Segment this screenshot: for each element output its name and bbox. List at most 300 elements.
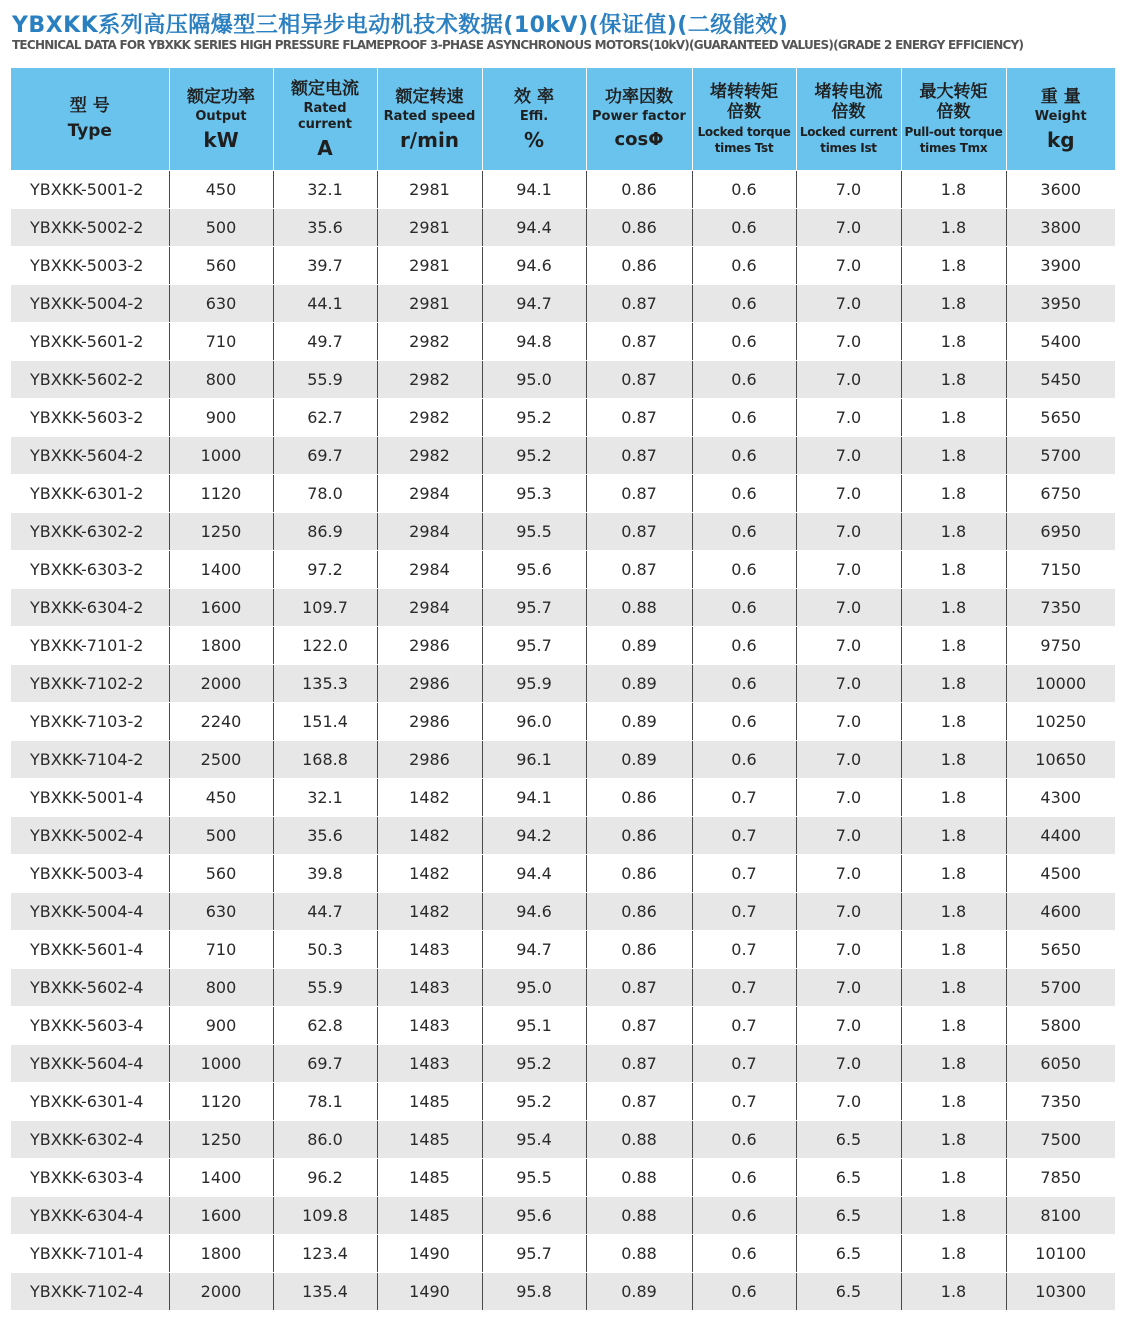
cell-output: 500 bbox=[169, 209, 273, 247]
cell-locked-torque: 0.6 bbox=[692, 665, 796, 703]
technical-data-table bbox=[11, 68, 1115, 1311]
cell-rated-speed: 2982 bbox=[377, 437, 482, 475]
cell-type: YBXKK-5602-4 bbox=[11, 969, 169, 1007]
cell-rated-current: 39.7 bbox=[273, 247, 377, 285]
cell-type: YBXKK-5002-2 bbox=[11, 209, 169, 247]
table-row bbox=[11, 437, 1115, 475]
cell-pull-out-torque: 1.8 bbox=[901, 1197, 1006, 1235]
cell-weight: 3800 bbox=[1006, 209, 1115, 247]
cell-locked-current: 7.0 bbox=[796, 361, 901, 399]
header-locked-current bbox=[796, 68, 901, 171]
cell-rated-speed: 1482 bbox=[377, 817, 482, 855]
cell-power-factor: 0.89 bbox=[586, 1273, 692, 1311]
cell-power-factor: 0.87 bbox=[586, 475, 692, 513]
cell-type: YBXKK-6303-4 bbox=[11, 1159, 169, 1197]
table-row bbox=[11, 171, 1115, 209]
page-subtitle: TECHNICAL DATA FOR YBXKK SERIES HIGH PRESSURE FLAMEPROOF 3-PHASE ASYNCHRONOUS MOTORS(10kV)(GUARANTEED VALUES)(GRADE 2 ENERGY EFFICIENCY) bbox=[12, 38, 1024, 52]
cell-pull-out-torque: 1.8 bbox=[901, 513, 1006, 551]
cell-output: 2240 bbox=[169, 703, 273, 741]
header-locked-current-cn: 堵转电流 bbox=[814, 82, 883, 102]
cell-output: 1000 bbox=[169, 1045, 273, 1083]
cell-output: 630 bbox=[169, 893, 273, 931]
cell-locked-torque: 0.6 bbox=[692, 627, 796, 665]
table-row bbox=[11, 247, 1115, 285]
cell-output: 1000 bbox=[169, 437, 273, 475]
cell-efficiency: 94.7 bbox=[482, 285, 586, 323]
cell-locked-current: 7.0 bbox=[796, 969, 901, 1007]
cell-weight: 6950 bbox=[1006, 513, 1115, 551]
cell-efficiency: 95.1 bbox=[482, 1007, 586, 1045]
cell-rated-current: 62.8 bbox=[273, 1007, 377, 1045]
cell-output: 450 bbox=[169, 171, 273, 209]
cell-output: 1400 bbox=[169, 551, 273, 589]
cell-rated-current: 55.9 bbox=[273, 361, 377, 399]
cell-rated-speed: 1490 bbox=[377, 1235, 482, 1273]
table-row bbox=[11, 209, 1115, 247]
cell-rated-current: 86.0 bbox=[273, 1121, 377, 1159]
cell-pull-out-torque: 1.8 bbox=[901, 551, 1006, 589]
cell-rated-current: 32.1 bbox=[273, 779, 377, 817]
cell-efficiency: 94.6 bbox=[482, 893, 586, 931]
cell-power-factor: 0.89 bbox=[586, 665, 692, 703]
cell-weight: 7150 bbox=[1006, 551, 1115, 589]
cell-power-factor: 0.87 bbox=[586, 1083, 692, 1121]
cell-output: 2000 bbox=[169, 665, 273, 703]
cell-type: YBXKK-5002-4 bbox=[11, 817, 169, 855]
cell-rated-current: 78.1 bbox=[273, 1083, 377, 1121]
cell-output: 900 bbox=[169, 1007, 273, 1045]
cell-weight: 5450 bbox=[1006, 361, 1115, 399]
cell-weight: 6750 bbox=[1006, 475, 1115, 513]
header-power-factor-unit: cosΦ bbox=[614, 128, 664, 150]
cell-rated-speed: 1483 bbox=[377, 1045, 482, 1083]
cell-rated-speed: 2982 bbox=[377, 361, 482, 399]
cell-locked-current: 7.0 bbox=[796, 475, 901, 513]
header-type-cn: 型 号 bbox=[69, 96, 110, 116]
cell-locked-current: 7.0 bbox=[796, 779, 901, 817]
cell-output: 500 bbox=[169, 817, 273, 855]
cell-weight: 4400 bbox=[1006, 817, 1115, 855]
cell-power-factor: 0.87 bbox=[586, 513, 692, 551]
cell-type: YBXKK-5603-2 bbox=[11, 399, 169, 437]
cell-type: YBXKK-6304-4 bbox=[11, 1197, 169, 1235]
header-pull-out-torque-en: Pull-out torque bbox=[904, 125, 1003, 139]
cell-efficiency: 95.3 bbox=[482, 475, 586, 513]
table-row bbox=[11, 1007, 1115, 1045]
cell-power-factor: 0.86 bbox=[586, 817, 692, 855]
header-weight-en: Weight bbox=[1034, 108, 1087, 124]
cell-power-factor: 0.88 bbox=[586, 589, 692, 627]
cell-rated-current: 123.4 bbox=[273, 1235, 377, 1273]
cell-weight: 5650 bbox=[1006, 931, 1115, 969]
cell-output: 1600 bbox=[169, 589, 273, 627]
cell-weight: 5700 bbox=[1006, 969, 1115, 1007]
cell-rated-speed: 2984 bbox=[377, 475, 482, 513]
cell-pull-out-torque: 1.8 bbox=[901, 399, 1006, 437]
header-rated-speed-cn: 额定转速 bbox=[395, 86, 464, 107]
table-row bbox=[11, 1045, 1115, 1083]
cell-output: 1800 bbox=[169, 627, 273, 665]
table-row bbox=[11, 1159, 1115, 1197]
cell-locked-torque: 0.6 bbox=[692, 1159, 796, 1197]
header-weight bbox=[1006, 68, 1115, 171]
cell-pull-out-torque: 1.8 bbox=[901, 323, 1006, 361]
cell-locked-torque: 0.6 bbox=[692, 323, 796, 361]
cell-output: 1250 bbox=[169, 513, 273, 551]
cell-locked-current: 6.5 bbox=[796, 1197, 901, 1235]
header-rated-speed-en: Rated speed bbox=[383, 108, 476, 124]
cell-power-factor: 0.87 bbox=[586, 361, 692, 399]
cell-rated-speed: 1482 bbox=[377, 893, 482, 931]
cell-rated-speed: 1490 bbox=[377, 1273, 482, 1311]
cell-output: 560 bbox=[169, 855, 273, 893]
header-efficiency-unit: % bbox=[523, 127, 545, 152]
cell-pull-out-torque: 1.8 bbox=[901, 969, 1006, 1007]
cell-type: YBXKK-5003-4 bbox=[11, 855, 169, 893]
cell-pull-out-torque: 1.8 bbox=[901, 209, 1006, 247]
cell-rated-speed: 1482 bbox=[377, 855, 482, 893]
cell-type: YBXKK-7101-2 bbox=[11, 627, 169, 665]
cell-power-factor: 0.89 bbox=[586, 741, 692, 779]
cell-locked-torque: 0.6 bbox=[692, 285, 796, 323]
cell-locked-current: 7.0 bbox=[796, 589, 901, 627]
cell-rated-current: 135.3 bbox=[273, 665, 377, 703]
cell-locked-current: 7.0 bbox=[796, 1045, 901, 1083]
cell-efficiency: 95.7 bbox=[482, 1235, 586, 1273]
cell-rated-current: 32.1 bbox=[273, 171, 377, 209]
cell-type: YBXKK-5603-4 bbox=[11, 1007, 169, 1045]
table-row bbox=[11, 589, 1115, 627]
cell-weight: 7500 bbox=[1006, 1121, 1115, 1159]
cell-rated-speed: 1483 bbox=[377, 931, 482, 969]
cell-rated-speed: 1483 bbox=[377, 1007, 482, 1045]
cell-locked-current: 7.0 bbox=[796, 323, 901, 361]
cell-locked-torque: 0.7 bbox=[692, 779, 796, 817]
cell-rated-speed: 2982 bbox=[377, 323, 482, 361]
cell-locked-torque: 0.6 bbox=[692, 741, 796, 779]
cell-locked-current: 7.0 bbox=[796, 1007, 901, 1045]
cell-efficiency: 94.4 bbox=[482, 209, 586, 247]
table-row bbox=[11, 475, 1115, 513]
cell-efficiency: 95.2 bbox=[482, 437, 586, 475]
header-efficiency bbox=[482, 68, 586, 171]
cell-locked-current: 7.0 bbox=[796, 209, 901, 247]
cell-locked-torque: 0.6 bbox=[692, 1273, 796, 1311]
header-output bbox=[169, 68, 273, 171]
cell-power-factor: 0.86 bbox=[586, 247, 692, 285]
cell-output: 1800 bbox=[169, 1235, 273, 1273]
cell-pull-out-torque: 1.8 bbox=[901, 1007, 1006, 1045]
cell-weight: 4500 bbox=[1006, 855, 1115, 893]
cell-type: YBXKK-6302-2 bbox=[11, 513, 169, 551]
cell-power-factor: 0.86 bbox=[586, 855, 692, 893]
cell-type: YBXKK-7104-2 bbox=[11, 741, 169, 779]
cell-rated-current: 96.2 bbox=[273, 1159, 377, 1197]
cell-power-factor: 0.86 bbox=[586, 209, 692, 247]
cell-power-factor: 0.86 bbox=[586, 893, 692, 931]
cell-efficiency: 94.4 bbox=[482, 855, 586, 893]
cell-efficiency: 94.7 bbox=[482, 931, 586, 969]
header-pull-out-torque bbox=[901, 68, 1006, 171]
cell-output: 1400 bbox=[169, 1159, 273, 1197]
cell-weight: 7350 bbox=[1006, 1083, 1115, 1121]
cell-rated-current: 50.3 bbox=[273, 931, 377, 969]
cell-locked-current: 7.0 bbox=[796, 665, 901, 703]
cell-efficiency: 94.6 bbox=[482, 247, 586, 285]
table-row bbox=[11, 1273, 1115, 1311]
cell-power-factor: 0.87 bbox=[586, 1045, 692, 1083]
cell-rated-current: 122.0 bbox=[273, 627, 377, 665]
cell-rated-speed: 2986 bbox=[377, 703, 482, 741]
cell-locked-current: 7.0 bbox=[796, 399, 901, 437]
cell-rated-current: 44.7 bbox=[273, 893, 377, 931]
cell-rated-speed: 1483 bbox=[377, 969, 482, 1007]
cell-output: 1120 bbox=[169, 1083, 273, 1121]
cell-efficiency: 95.9 bbox=[482, 665, 586, 703]
cell-weight: 7850 bbox=[1006, 1159, 1115, 1197]
cell-efficiency: 95.2 bbox=[482, 399, 586, 437]
header-power-factor-cn: 功率因数 bbox=[605, 86, 673, 107]
table-row bbox=[11, 1197, 1115, 1235]
header-rated-current-cn: 额定电流 bbox=[291, 78, 359, 99]
cell-power-factor: 0.87 bbox=[586, 285, 692, 323]
cell-weight: 3950 bbox=[1006, 285, 1115, 323]
cell-output: 630 bbox=[169, 285, 273, 323]
cell-locked-current: 7.0 bbox=[796, 1083, 901, 1121]
cell-locked-current: 7.0 bbox=[796, 931, 901, 969]
table-row bbox=[11, 969, 1115, 1007]
cell-efficiency: 95.7 bbox=[482, 589, 586, 627]
cell-pull-out-torque: 1.8 bbox=[901, 665, 1006, 703]
cell-pull-out-torque: 1.8 bbox=[901, 1273, 1006, 1311]
cell-output: 800 bbox=[169, 969, 273, 1007]
cell-locked-current: 6.5 bbox=[796, 1273, 901, 1311]
cell-weight: 10300 bbox=[1006, 1273, 1115, 1311]
table-row bbox=[11, 399, 1115, 437]
cell-rated-speed: 2984 bbox=[377, 589, 482, 627]
cell-rated-current: 78.0 bbox=[273, 475, 377, 513]
header-rated-speed-unit: r/min bbox=[399, 127, 460, 152]
cell-rated-current: 135.4 bbox=[273, 1273, 377, 1311]
cell-output: 710 bbox=[169, 931, 273, 969]
cell-power-factor: 0.87 bbox=[586, 399, 692, 437]
cell-locked-torque: 0.7 bbox=[692, 969, 796, 1007]
cell-output: 900 bbox=[169, 399, 273, 437]
cell-rated-speed: 2981 bbox=[377, 209, 482, 247]
cell-efficiency: 95.6 bbox=[482, 1197, 586, 1235]
cell-output: 1250 bbox=[169, 1121, 273, 1159]
cell-rated-current: 62.7 bbox=[273, 399, 377, 437]
cell-type: YBXKK-6301-4 bbox=[11, 1083, 169, 1121]
cell-type: YBXKK-7101-4 bbox=[11, 1235, 169, 1273]
header-rated-speed bbox=[377, 68, 482, 171]
cell-locked-torque: 0.7 bbox=[692, 855, 796, 893]
cell-power-factor: 0.87 bbox=[586, 1007, 692, 1045]
cell-output: 2500 bbox=[169, 741, 273, 779]
cell-pull-out-torque: 1.8 bbox=[901, 893, 1006, 931]
table-row bbox=[11, 513, 1115, 551]
cell-efficiency: 96.0 bbox=[482, 703, 586, 741]
cell-locked-torque: 0.6 bbox=[692, 209, 796, 247]
cell-pull-out-torque: 1.8 bbox=[901, 1045, 1006, 1083]
cell-locked-torque: 0.6 bbox=[692, 589, 796, 627]
cell-power-factor: 0.88 bbox=[586, 1235, 692, 1273]
header-efficiency-cn: 效 率 bbox=[514, 86, 554, 107]
cell-locked-torque: 0.6 bbox=[692, 437, 796, 475]
header-output-unit: kW bbox=[203, 127, 239, 152]
cell-locked-torque: 0.7 bbox=[692, 931, 796, 969]
cell-efficiency: 95.2 bbox=[482, 1083, 586, 1121]
cell-weight: 8100 bbox=[1006, 1197, 1115, 1235]
cell-locked-torque: 0.6 bbox=[692, 551, 796, 589]
cell-power-factor: 0.89 bbox=[586, 627, 692, 665]
cell-weight: 3900 bbox=[1006, 247, 1115, 285]
cell-pull-out-torque: 1.8 bbox=[901, 741, 1006, 779]
cell-efficiency: 95.7 bbox=[482, 627, 586, 665]
table-row bbox=[11, 1235, 1115, 1273]
header-locked-torque-cn: 堵转转矩 bbox=[710, 82, 778, 102]
cell-weight: 3600 bbox=[1006, 171, 1115, 209]
cell-locked-current: 7.0 bbox=[796, 741, 901, 779]
cell-power-factor: 0.87 bbox=[586, 551, 692, 589]
header-weight-cn: 重 量 bbox=[1040, 86, 1081, 107]
cell-type: YBXKK-5601-2 bbox=[11, 323, 169, 361]
cell-output: 450 bbox=[169, 779, 273, 817]
cell-locked-current: 6.5 bbox=[796, 1121, 901, 1159]
cell-efficiency: 95.5 bbox=[482, 1159, 586, 1197]
cell-rated-current: 151.4 bbox=[273, 703, 377, 741]
cell-output: 2000 bbox=[169, 1273, 273, 1311]
cell-type: YBXKK-7102-4 bbox=[11, 1273, 169, 1311]
cell-rated-speed: 1485 bbox=[377, 1121, 482, 1159]
table-row bbox=[11, 323, 1115, 361]
cell-locked-current: 7.0 bbox=[796, 171, 901, 209]
cell-output: 560 bbox=[169, 247, 273, 285]
cell-efficiency: 94.8 bbox=[482, 323, 586, 361]
cell-type: YBXKK-5003-2 bbox=[11, 247, 169, 285]
cell-rated-current: 35.6 bbox=[273, 209, 377, 247]
cell-pull-out-torque: 1.8 bbox=[901, 627, 1006, 665]
table-row bbox=[11, 893, 1115, 931]
cell-weight: 10250 bbox=[1006, 703, 1115, 741]
table-row bbox=[11, 361, 1115, 399]
cell-weight: 5400 bbox=[1006, 323, 1115, 361]
header-output-en: Output bbox=[195, 108, 247, 124]
cell-output: 1120 bbox=[169, 475, 273, 513]
cell-type: YBXKK-7102-2 bbox=[11, 665, 169, 703]
cell-type: YBXKK-6302-4 bbox=[11, 1121, 169, 1159]
table-row bbox=[11, 741, 1115, 779]
cell-locked-current: 7.0 bbox=[796, 247, 901, 285]
cell-pull-out-torque: 1.8 bbox=[901, 247, 1006, 285]
cell-pull-out-torque: 1.8 bbox=[901, 285, 1006, 323]
cell-locked-current: 7.0 bbox=[796, 513, 901, 551]
cell-efficiency: 95.4 bbox=[482, 1121, 586, 1159]
table-row bbox=[11, 931, 1115, 969]
table-row bbox=[11, 1083, 1115, 1121]
cell-rated-current: 109.8 bbox=[273, 1197, 377, 1235]
cell-rated-current: 86.9 bbox=[273, 513, 377, 551]
cell-locked-torque: 0.7 bbox=[692, 1007, 796, 1045]
cell-locked-torque: 0.6 bbox=[692, 475, 796, 513]
cell-locked-current: 6.5 bbox=[796, 1159, 901, 1197]
cell-pull-out-torque: 1.8 bbox=[901, 171, 1006, 209]
cell-type: YBXKK-5601-4 bbox=[11, 931, 169, 969]
cell-rated-current: 109.7 bbox=[273, 589, 377, 627]
cell-locked-torque: 0.7 bbox=[692, 1045, 796, 1083]
cell-pull-out-torque: 1.8 bbox=[901, 855, 1006, 893]
header-rated-current-unit: A bbox=[317, 135, 333, 160]
table-row bbox=[11, 665, 1115, 703]
cell-power-factor: 0.87 bbox=[586, 323, 692, 361]
cell-efficiency: 95.2 bbox=[482, 1045, 586, 1083]
cell-power-factor: 0.87 bbox=[586, 969, 692, 1007]
page-title: YBXKK系列高压隔爆型三相异步电动机技术数据(10kV)(保证值)(二级能效) bbox=[12, 13, 789, 38]
table-row bbox=[11, 285, 1115, 323]
cell-type: YBXKK-5001-4 bbox=[11, 779, 169, 817]
cell-pull-out-torque: 1.8 bbox=[901, 361, 1006, 399]
cell-locked-torque: 0.7 bbox=[692, 817, 796, 855]
cell-power-factor: 0.86 bbox=[586, 931, 692, 969]
cell-locked-torque: 0.6 bbox=[692, 361, 796, 399]
header-locked-current-en: Locked current bbox=[799, 125, 898, 139]
cell-type: YBXKK-5001-2 bbox=[11, 171, 169, 209]
cell-type: YBXKK-5604-2 bbox=[11, 437, 169, 475]
cell-locked-current: 7.0 bbox=[796, 855, 901, 893]
cell-rated-speed: 2981 bbox=[377, 247, 482, 285]
header-efficiency-en: Effi. bbox=[519, 108, 549, 124]
cell-pull-out-torque: 1.8 bbox=[901, 703, 1006, 741]
cell-rated-speed: 1485 bbox=[377, 1083, 482, 1121]
cell-efficiency: 95.5 bbox=[482, 513, 586, 551]
cell-locked-current: 7.0 bbox=[796, 437, 901, 475]
cell-type: YBXKK-7103-2 bbox=[11, 703, 169, 741]
cell-locked-current: 7.0 bbox=[796, 893, 901, 931]
cell-type: YBXKK-6301-2 bbox=[11, 475, 169, 513]
cell-power-factor: 0.89 bbox=[586, 703, 692, 741]
cell-weight: 7350 bbox=[1006, 589, 1115, 627]
cell-pull-out-torque: 1.8 bbox=[901, 437, 1006, 475]
cell-rated-speed: 1482 bbox=[377, 779, 482, 817]
cell-type: YBXKK-5004-4 bbox=[11, 893, 169, 931]
cell-rated-current: 44.1 bbox=[273, 285, 377, 323]
cell-efficiency: 94.1 bbox=[482, 171, 586, 209]
cell-locked-current: 7.0 bbox=[796, 285, 901, 323]
cell-rated-speed: 2984 bbox=[377, 513, 482, 551]
cell-rated-speed: 2986 bbox=[377, 741, 482, 779]
cell-efficiency: 96.1 bbox=[482, 741, 586, 779]
cell-rated-current: 69.7 bbox=[273, 437, 377, 475]
table-row bbox=[11, 817, 1115, 855]
cell-weight: 10000 bbox=[1006, 665, 1115, 703]
header-locked-current-cn2: 倍数 bbox=[831, 102, 866, 122]
cell-locked-torque: 0.6 bbox=[692, 513, 796, 551]
cell-locked-torque: 0.6 bbox=[692, 247, 796, 285]
header-locked-torque-en: Locked torque bbox=[697, 125, 791, 139]
cell-pull-out-torque: 1.8 bbox=[901, 589, 1006, 627]
cell-pull-out-torque: 1.8 bbox=[901, 779, 1006, 817]
table-row bbox=[11, 855, 1115, 893]
header-locked-torque-cn2: 倍数 bbox=[727, 102, 761, 122]
cell-locked-current: 7.0 bbox=[796, 703, 901, 741]
cell-power-factor: 0.88 bbox=[586, 1159, 692, 1197]
cell-rated-current: 35.6 bbox=[273, 817, 377, 855]
table-row bbox=[11, 627, 1115, 665]
cell-weight: 6050 bbox=[1006, 1045, 1115, 1083]
cell-rated-speed: 2982 bbox=[377, 399, 482, 437]
cell-efficiency: 95.0 bbox=[482, 361, 586, 399]
cell-pull-out-torque: 1.8 bbox=[901, 1235, 1006, 1273]
